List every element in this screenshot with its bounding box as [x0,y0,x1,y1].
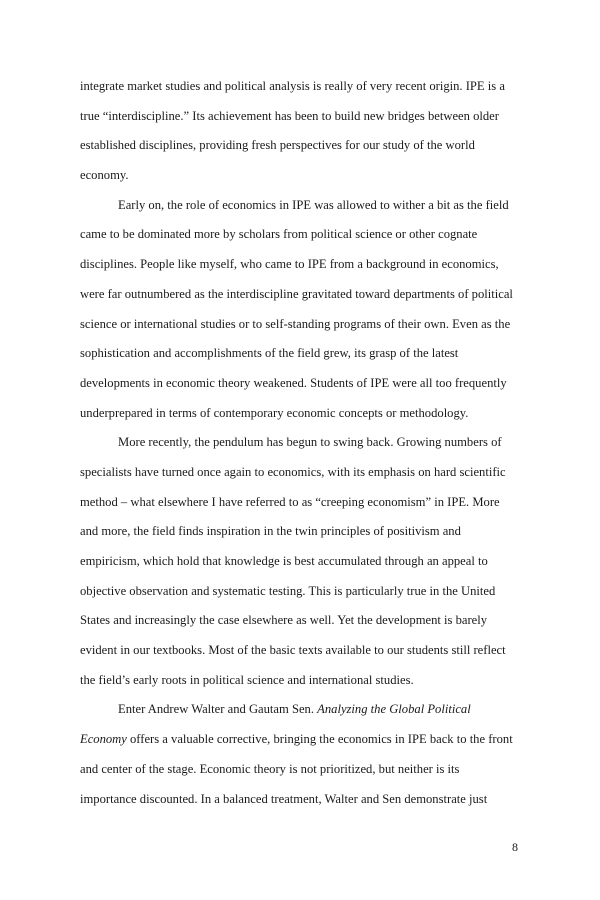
text-line: integrate market studies and political analysis is really of very recent origin. IPE is a [80,79,505,93]
text-line [80,695,522,725]
text-line: underprepared in terms of contemporary economic concepts or methodology. [80,405,469,420]
text-line: Early on, the role of economics in IPE was allowed to wither a bit as the field [118,197,509,212]
text-run: Enter Andrew Walter and Gautam Sen. [118,702,318,717]
text-run: offers a valuable corrective, bringing the economics in IPE back to the front [126,732,513,747]
text-line: More recently, the pendulum has begun to swing back. Growing numbers of [118,435,502,450]
text-line: States and increasingly the case elsewhere as well. Yet the development is barely [80,613,488,628]
text-line: were far outnumbered as the interdiscipline gravitated toward departments of political [80,286,513,301]
text-line: sophistication and accomplishments of the field grew, its grasp of the latest [80,346,459,361]
text-line: and center of the stage. Economic theory is not prioritized, but neither is its [80,761,460,776]
text-line: economy. [80,168,129,183]
text-line: empiricism, which hold that knowledge is best accumulated through an appeal to [80,554,488,568]
text-line: came to be dominated more by scholars from political science or other cognate [80,227,478,242]
text-line: disciplines. People like myself, who came to IPE from a background in economics, [80,257,499,272]
text-line: evident in our textbooks. Most of the basic texts available to our students still reflect [80,643,506,658]
text-line: objective observation and systematic testing. This is particularly true in the United [80,583,496,598]
text-line: developments in economic theory weakened. Students of IPE were all too frequently [80,375,507,390]
text-line [80,725,522,755]
text-line: method – what elsewhere I have referred to as “creeping economism” in IPE. More [80,494,500,509]
text-line: true “interdiscipline.” Its achievement has been to build new bridges between older [80,108,499,123]
text-line: science or international studies or to self-standing programs of their own. Even as the [80,316,511,331]
text-line: and more, the field finds inspiration in the twin principles of positivism and [80,524,461,539]
body-text [80,72,522,814]
book-title: Economy [80,732,127,747]
book-title: Analyzing the Global Political [317,702,471,717]
text-line: established disciplines, providing fresh perspectives for our study of the world [80,138,475,153]
page-number: 8 [512,840,518,854]
text-line: importance discounted. In a balanced treatment, Walter and Sen demonstrate just [80,791,488,806]
text-line: specialists have turned once again to economics, with its emphasis on hard scientific [80,464,506,479]
text-line: the field’s early roots in political science and international studies. [80,672,414,687]
